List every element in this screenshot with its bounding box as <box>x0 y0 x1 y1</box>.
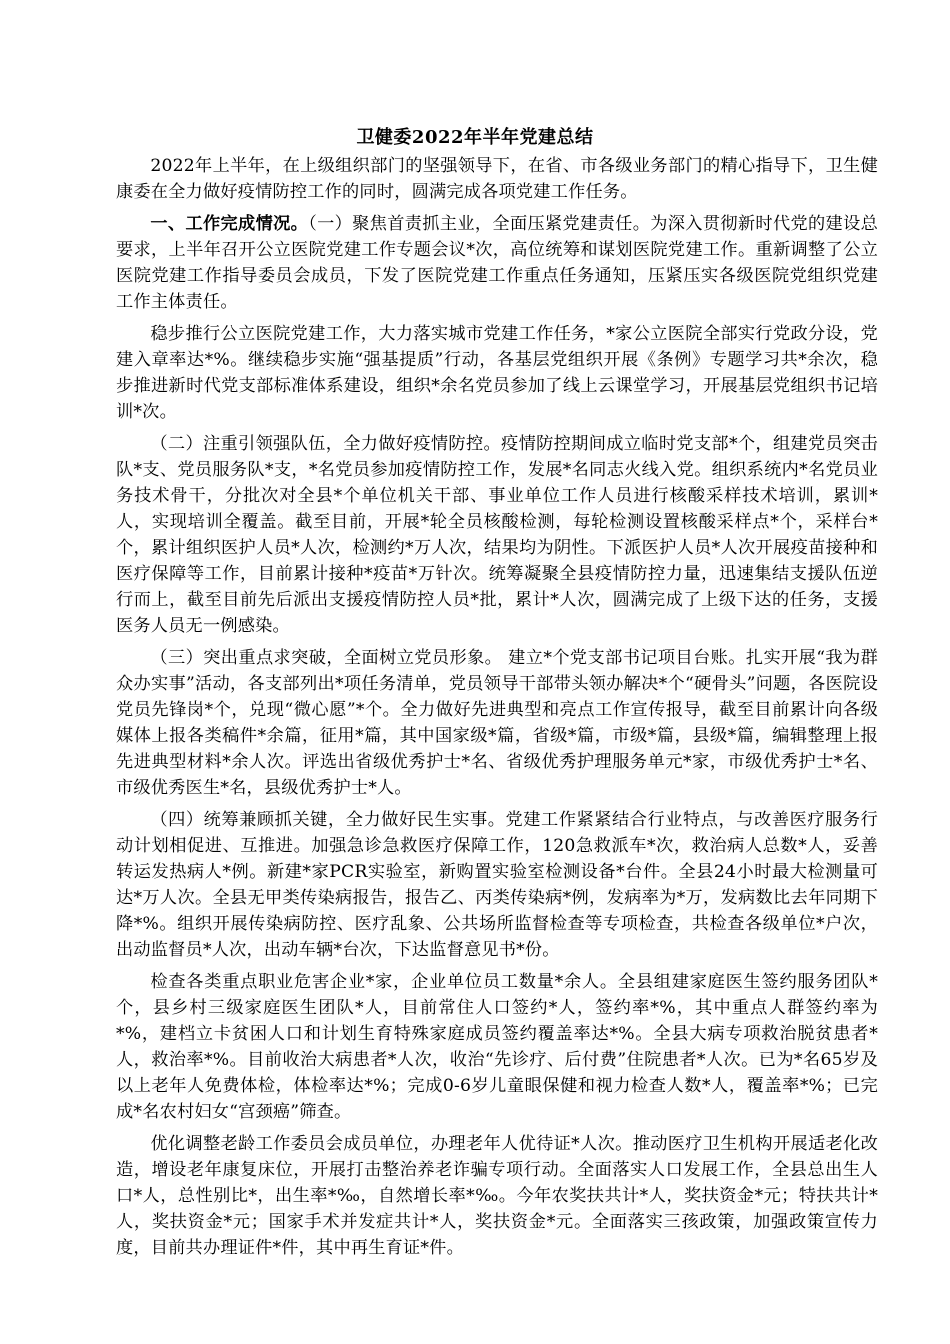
paragraph-text: 优化调整老龄工作委员会成员单位，办理老年人优待证*人次。推动医疗卫生机构开展适老化改造，增设老年康复床位，开展打击整治养老诈骗专项行动。全面落实人口发展工作，全县总出生人口*人，总性别比*，出生率*‰，自然增长率*‰。今年农奖扶共计*人，奖扶资金*元；特扶共计*人，奖扶资金*元；国家手术并发症共计*人，奖扶资金*元。全面落实三孩政策，加强政策宣传力度，目前共办理证件*件，其中再生育证*件。 <box>116 1134 878 1258</box>
document-body <box>116 153 878 1267</box>
paragraph-livelihood <box>116 807 878 963</box>
paragraph-epidemic-prevention <box>116 431 878 639</box>
paragraph-hospital-party-building <box>116 321 878 425</box>
paragraph-text: 2022年上半年，在上级组织部门的坚强领导下，在省、市各级业务部门的精心指导下，卫生健康委在全力做好疫情防控工作的同时，圆满完成各项党建工作任务。 <box>116 156 878 202</box>
paragraph-text: （四）统筹兼顾抓关键，全力做好民生实事。党建工作紧紧结合行业特点，与改善医疗服务行动计划相促进、互推进。加强急诊急救医疗保障工作，120急救派车*次，救治病人总数*人，妥善转运发热病人*例。新建*家PCR实验室，新购置实验室检测设备*台件。全县24小时最大检测量可达*万人次。全县无甲类传染病报告，报告乙、丙类传染病*例，发病率为*万，发病数比去年同期下降*%。组织开展传染病防控、医疗乱象、公共场所监督检查等专项检查，共检查各级单位*户次，出动监督员*人次，出动车辆*台次，下达监督意见书*份。 <box>116 810 878 960</box>
paragraph-elderly-population <box>116 1131 878 1261</box>
paragraph-text: （三）突出重点求突破，全面树立党员形象。 建立*个党支部书记项目台账。扎实开展“我为群众办实事”活动，各支部列出*项任务清单，党员领导干部带头领办解决*个“硬骨头”问题，各医院设党员先锋岗*个，兑现“微心愿”*个。全力做好先进典型和亮点工作宣传报导，截至目前累计向各级媒体上报各类稿件*余篇，征用*篇，其中国家级*篇，省级*篇，市级*篇，县级*篇，编辑整理上报先进典型材料*余人次。评选出省级优秀护士*名、省级优秀护理服务单元*家，市级优秀护士*名、市级优秀医生*名，县级优秀护士*人。 <box>116 648 878 798</box>
paragraph-text: 检查各类重点职业危害企业*家，企业单位员工数量*余人。全县组建家庭医生签约服务团队*个，县乡村三级家庭医生团队*人，目前常住人口签约*人，签约率*%，其中重点人群签约率为*%，建档立卡贫困人口和计划生育特殊家庭成员签约覆盖率达*%。全县大病专项救治脱贫患者*人，救治率*%。目前收治大病患者*人次，收治“先诊疗、后付费”住院患者*人次。已为*名65岁及以上老年人免费体检，体检率达*%；完成0-6岁儿童眼保健和视力检查人数*人，覆盖率*%；已完成*名农村妇女“宫颈癌”筛查。 <box>116 972 878 1122</box>
document-title: 卫健委2022年半年党建总结 <box>356 127 594 148</box>
section-heading: 一、工作完成情况。 <box>150 214 309 234</box>
paragraph-text: （二）注重引领强队伍，全力做好疫情防控。疫情防控期间成立临时党支部*个，组建党员突击队*支、党员服务队*支，*名党员参加疫情防控工作，发展*名同志火线入党。组织系统内*名党员业务技术骨干，分批次对全县*个单位机关干部、事业单位工作人员进行核酸采样技术培训，累训*人，实现培训全覆盖。截至目前，开展*轮全员核酸检测，每轮检测设置核酸采样点*个，采样台*个，累计组织医护人员*人次，检测约*万人次，结果均为阴性。下派医护人员*人次开展疫苗接种和医疗保障等工作，目前累计接种*疫苗*万针次。统筹凝聚全县疫情防控力量，迅速集结支援队伍逆行而上，截至目前先后派出支援疫情防控人员*批，累计*人次，圆满完成了上级下达的任务，支援医务人员无一例感染。 <box>116 434 878 636</box>
paragraph-occupational-health <box>116 969 878 1125</box>
paragraph-text: 稳步推行公立医院党建工作，大力落实城市党建工作任务，*家公立医院全部实行党政分设，党建入章率达*%。继续稳步实施“强基提质”行动，各基层党组织开展《条例》专题学习共*余次，稳步推进新时代党支部标准体系建设，组织*余名党员参加了线上云课堂学习，开展基层党组织书记培训*次。 <box>116 324 878 422</box>
paragraph-party-image <box>116 645 878 801</box>
paragraph-text: （一）聚焦首责抓主业，全面压紧党建责任。为深入贯彻新时代党的建设总要求，上半年召开公立医院党建工作专题会议*次，高位统筹和谋划医院党建工作。重新调整了公立医院党建工作指导委员会成员，下发了医院党建工作重点任务通知，压紧压实各级医院党组织党建工作主体责任。 <box>116 214 878 312</box>
paragraph-intro <box>116 153 878 205</box>
paragraph-section-1 <box>116 211 878 315</box>
